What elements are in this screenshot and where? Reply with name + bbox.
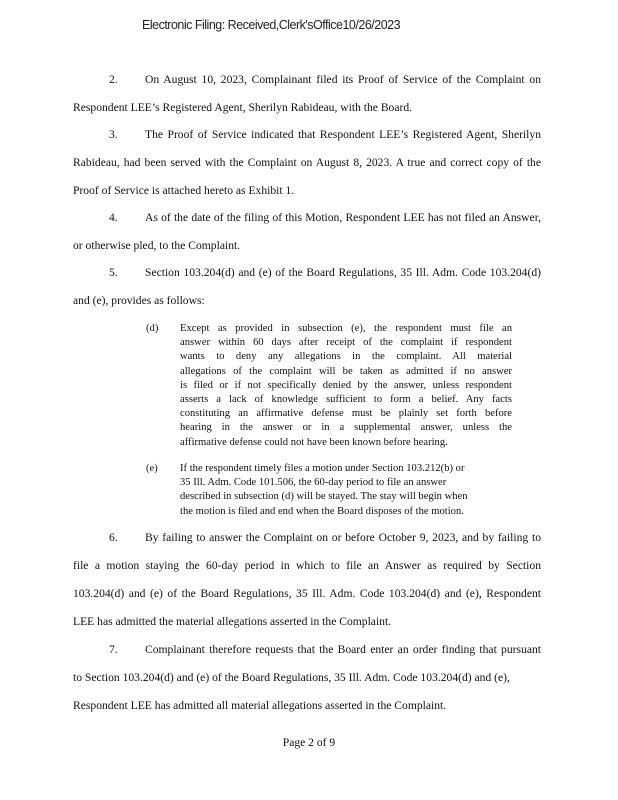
subsection-label: (e) — [146, 463, 158, 474]
quote-line: allegations of the complaint will be taken as admitted if no answer — [180, 365, 512, 377]
paragraph-number: 4. — [109, 211, 118, 224]
block-quote-subsection-d — [146, 322, 512, 450]
paragraph-5-line-2: and (e), provides as follows: — [73, 294, 205, 307]
block-quote-body — [180, 462, 512, 519]
block-quote-body — [180, 322, 512, 450]
quote-line: wants to deny any allegations in the complaint. All material — [180, 351, 512, 363]
paragraph-7-line-3: Respondent LEE has admitted all material allegations asserted in the Complaint. — [73, 699, 447, 712]
paragraph-number: 6. — [109, 531, 118, 544]
paragraph-number: 5. — [109, 266, 118, 279]
quote-line: asserts a lack of knowledge sufficient to form a belief. Any facts — [180, 394, 512, 406]
quote-line: affirmative defense could not have been known before hearing. — [180, 436, 448, 448]
quote-line: If the respondent timely files a motion under Section 103.212(b) or — [180, 463, 465, 474]
paragraph-7-line-2: to Section 103.204(d) and (e) of the Board Regulations, 35 Ill. Adm. Code 103.204(d) and (e), — [73, 671, 510, 684]
block-quote-subsection-e — [146, 462, 512, 519]
quote-line: the motion is filed and end when the Board disposes of the motion. — [180, 505, 464, 517]
paragraph-number: 3. — [109, 128, 118, 141]
quote-line: answer within 60 days after receipt of the complaint if respondent — [180, 337, 512, 349]
paragraph-5-line-1: 5. Section 103.204(d) and (e) of the Board Regulations, 35 Ill. Adm. Code 103.204(d) — [109, 266, 541, 279]
subsection-label: (d) — [146, 323, 159, 334]
paragraph-6-line-3: 103.204(d) and (e) of the Board Regulations, 35 Ill. Adm. Code 103.204(d) and (e), Respondent — [73, 587, 541, 600]
quote-line: Except as provided in subsection (e), the respondent must file an — [180, 323, 512, 334]
paragraph-3-line-2: Rabideau, had been served with the Complaint on August 8, 2023. A true and correct copy of the — [73, 156, 541, 169]
quote-line: 35 Ill. Adm. Code 101.506, the 60-day period to file an answer — [180, 477, 447, 489]
paragraph-2-line-2: Respondent LEE’s Registered Agent, Sherilyn Rabideau, with the Board. — [73, 101, 413, 114]
paragraph-3-line-3: Proof of Service is attached hereto as Exhibit 1. — [73, 184, 295, 197]
paragraph-6-line-4: LEE has admitted the material allegations asserted in the Complaint. — [73, 615, 392, 628]
paragraph-6-line-2: file a motion staying the 60-day period in which to file an Answer as required by Section — [73, 559, 541, 572]
quote-line: hearing in the answer or in a supplemental answer, unless the — [180, 422, 512, 434]
paragraph-4-line-2: or otherwise pled, to the Complaint. — [73, 239, 241, 252]
quote-line: is filed or if not specifically denied by the answer, unless respondent — [180, 379, 512, 391]
paragraph-6-line-1: 6. By failing to answer the Complaint on or before October 9, 2023, and by failing to — [109, 531, 541, 544]
paragraph-number: 7. — [109, 643, 118, 656]
page-number: Page 2 of 9 — [282, 736, 336, 749]
paragraph-7-line-1: 7. Complainant therefore requests that the Board enter an order finding that pursuant — [109, 643, 541, 656]
paragraph-2-line-1: 2. On August 10, 2023, Complainant filed its Proof of Service of the Complaint on — [109, 73, 541, 86]
paragraph-number: 2. — [109, 73, 118, 86]
paragraph-3-line-1: 3. The Proof of Service indicated that Respondent LEE’s Registered Agent, Sherilyn — [109, 128, 541, 141]
quote-line: described in subsection (d) will be stayed. The stay will begin when — [180, 491, 468, 503]
filing-stamp-header: Electronic Filing: Received,Clerk'sOffice10/26/2023 — [142, 18, 401, 32]
paragraph-4-line-1: 4. As of the date of the filing of this Motion, Respondent LEE has not filed an Answer, — [109, 211, 541, 224]
quote-line: constituting an affirmative defense must be plainly set forth before — [180, 408, 512, 420]
